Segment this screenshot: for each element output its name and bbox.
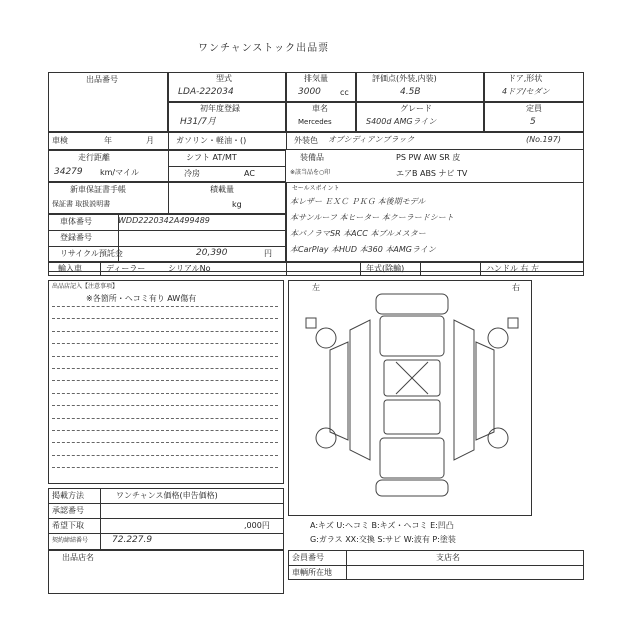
displacement-value: 3000 (298, 87, 321, 97)
location-label: 車輌所在地 (292, 568, 332, 577)
notes-rule (52, 418, 278, 419)
color-no-value: (No.197) (526, 135, 561, 144)
door-label: ドア,形状 (508, 74, 543, 83)
ac-label: 冷房 (184, 169, 200, 178)
damage-legend-line2: G:ガラス XX:交換 S:サビ W:波有 P:塗装 (310, 535, 456, 544)
notes-rule (52, 430, 278, 431)
start-label: 希望下取 (52, 521, 84, 530)
dealer-label: ディーラー (106, 264, 146, 273)
seats-label: 定員 (526, 104, 542, 113)
exterior-color-label: 外装色 (294, 136, 318, 145)
sales-point-line: 本CarPlay 本HUD 本360 本AMGライン (290, 245, 436, 254)
member-number-label: 会員番号 (292, 553, 324, 562)
maker-value: Mercedes (298, 118, 332, 126)
mileage-unit: km/マイル (100, 168, 139, 177)
grade-value: S400d AMGライン (366, 117, 437, 126)
first-reg-label: 初年度登録 (200, 104, 240, 113)
notes-rule (52, 356, 278, 357)
fuel-label: ガソリン・軽油・() (176, 136, 247, 145)
recycle-value: 20,390 (196, 248, 228, 258)
first-reg-value: H31/7月 (180, 117, 216, 127)
notes-label: 出品店記入【注意事項】 (52, 283, 119, 290)
model-label: 型式 (216, 74, 232, 83)
reg-number-label: 登録番号 (60, 233, 92, 242)
mileage-label: 走行距離 (78, 153, 110, 162)
ac-value: AC (244, 169, 255, 178)
serial-label: シリアルNo (168, 264, 211, 273)
lot-number-label: 出品番号 (86, 75, 118, 84)
month-unit: 月 (146, 136, 154, 145)
notes-rule (52, 393, 278, 394)
notes-rule (52, 467, 278, 468)
mileage-value: 34279 (54, 167, 83, 177)
recycle-label: リサイクル預託金 (60, 249, 123, 258)
shaken-label: 車検 (52, 136, 68, 145)
equip-options-line2: エアB ABS ナビ TV (396, 169, 468, 178)
maker-label: 車名 (312, 104, 328, 113)
year-model-label: 年式(除輸) (366, 264, 405, 273)
diagram-left-mark: 左 (312, 283, 320, 292)
contract-label: 契約締結番号 (52, 537, 89, 544)
sales-points-label: セールスポイント (292, 185, 340, 192)
damage-legend-line1: A:キズ U:ヘコミ B:キズ・ヘコミ E:凹凸 (310, 521, 454, 530)
equip-label: 装備品 (300, 153, 324, 162)
notes-rule (52, 331, 278, 332)
warranty-options: 保証書 取扱説明書 (52, 200, 111, 208)
door-value: 4ドア/セダン (502, 87, 550, 96)
car-damage-diagram (300, 290, 524, 500)
seats-value: 5 (530, 117, 536, 127)
notes-box (48, 280, 284, 484)
equip-note-label: ※該当品を○印 (290, 169, 331, 176)
notes-rule (52, 442, 278, 443)
notes-rule (52, 368, 278, 369)
branch-label: 支店名 (436, 553, 460, 562)
chassis-label: 車体番号 (60, 217, 92, 226)
grade-label: グレード (400, 104, 432, 113)
notes-rule (52, 318, 278, 319)
page-title: ワンチャンストック出品票 (198, 43, 330, 54)
chassis-value: WDD2220342A499489 (118, 216, 210, 225)
shift-label: シフト AT/MT (186, 153, 237, 162)
diagram-right-mark: 右 (512, 283, 520, 292)
start-value: ,000円 (244, 521, 270, 530)
score-value: 4.5B (400, 87, 421, 97)
handle-label: ハンドル 右 左 (486, 264, 540, 273)
warranty-label: 新車保証書手帳 (70, 185, 126, 194)
notes-rule (52, 380, 278, 381)
sales-point-line: 本サンルーフ 本ヒーター 本クーラードシート (290, 213, 454, 222)
sales-point-line: 本パノラマSR 本ACC 本ブルメスター (290, 229, 426, 238)
notes-rule (52, 455, 278, 456)
displacement-unit: cc (340, 88, 349, 97)
load-unit: kg (232, 200, 242, 209)
load-label: 積載量 (210, 185, 234, 194)
store-name-label: 出品店名 (62, 553, 94, 562)
year-unit: 年 (104, 136, 112, 145)
equip-options-line1: PS PW AW SR 皮 (396, 153, 461, 162)
notes-line: ※各箇所・ヘコミ有り AW傷有 (86, 294, 197, 303)
approved-label: 承認番号 (52, 506, 84, 515)
sales-point-line: 本レザー ＥＸＣ ＰＫＧ 本後期モデル (290, 197, 426, 206)
import-label: 輸入車 (58, 264, 82, 273)
contract-value: 72.227.9 (112, 535, 153, 545)
notes-rule (52, 405, 278, 406)
displacement-label: 排気量 (304, 74, 328, 83)
notes-rule (52, 306, 278, 307)
exterior-color-value: オブシディアンブラック (328, 135, 415, 144)
notes-rule (52, 343, 278, 344)
method-value: ワンチャンス価格(申告価格) (116, 491, 218, 500)
score-label: 評価点(外装,内装) (372, 74, 437, 83)
model-value: LDA-222034 (178, 87, 234, 97)
recycle-unit: 円 (264, 249, 272, 258)
method-label: 掲載方法 (52, 491, 84, 500)
